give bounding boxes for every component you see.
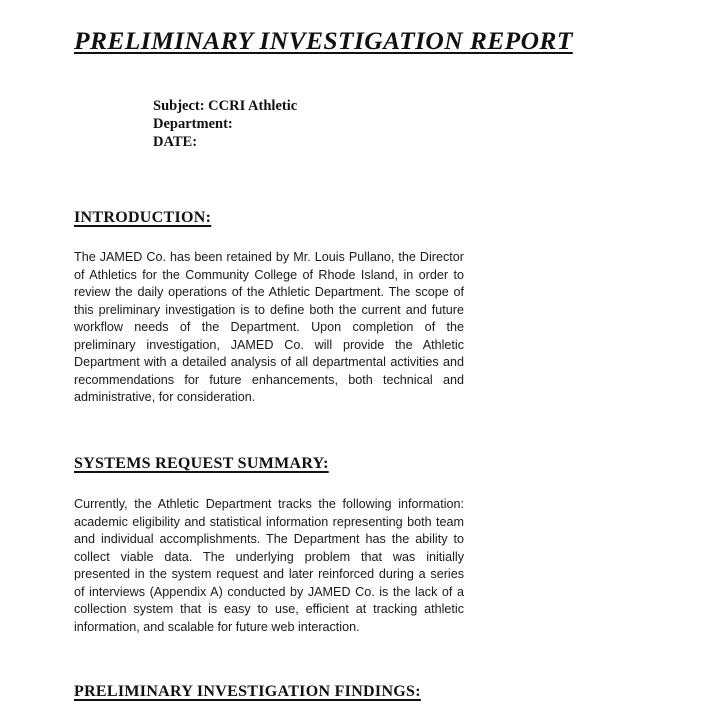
preliminary-investigation-findings-heading: PRELIMINARY INVESTIGATION FINDINGS:	[74, 683, 421, 700]
report-meta	[153, 97, 297, 151]
introduction-paragraph: The JAMED Co. has been retained by Mr. Louis Pullano, the Director of Athletics for the Community College of Rhode Island, in order to review the daily operations of the Athletic Department. The scope of this preliminary investigation is to define both the current and future workflow needs of the Department. Upon completion of the preliminary investigation, JAMED Co. will provide the Athletic Department with a detailed analysis of all departmental activities and recommendations for future enhancements, both technical and administrative, for consideration.	[74, 250, 464, 405]
subject-line: Subject: CCRI Athletic	[153, 98, 298, 114]
department-line: Department:	[153, 116, 233, 132]
systems-request-summary-paragraph: Currently, the Athletic Department tracks the following information: academic eligibility and statistical information representing both team and individual accomplishments. The Department has the ability to collect viable data. The underlying problem that was initially presented in the system request and later reinforced during a series of interviews (Appendix A) conducted by JAMED Co. is the lack of a collection system that is easy to use, efficient at tracking athletic information, and scalable for future web interaction.	[74, 497, 464, 634]
date-line: DATE:	[153, 134, 198, 150]
systems-request-summary-heading: SYSTEMS REQUEST SUMMARY:	[74, 455, 329, 472]
introduction-heading: INTRODUCTION:	[74, 209, 212, 226]
document-title: PRELIMINARY INVESTIGATION REPORT	[74, 26, 573, 55]
